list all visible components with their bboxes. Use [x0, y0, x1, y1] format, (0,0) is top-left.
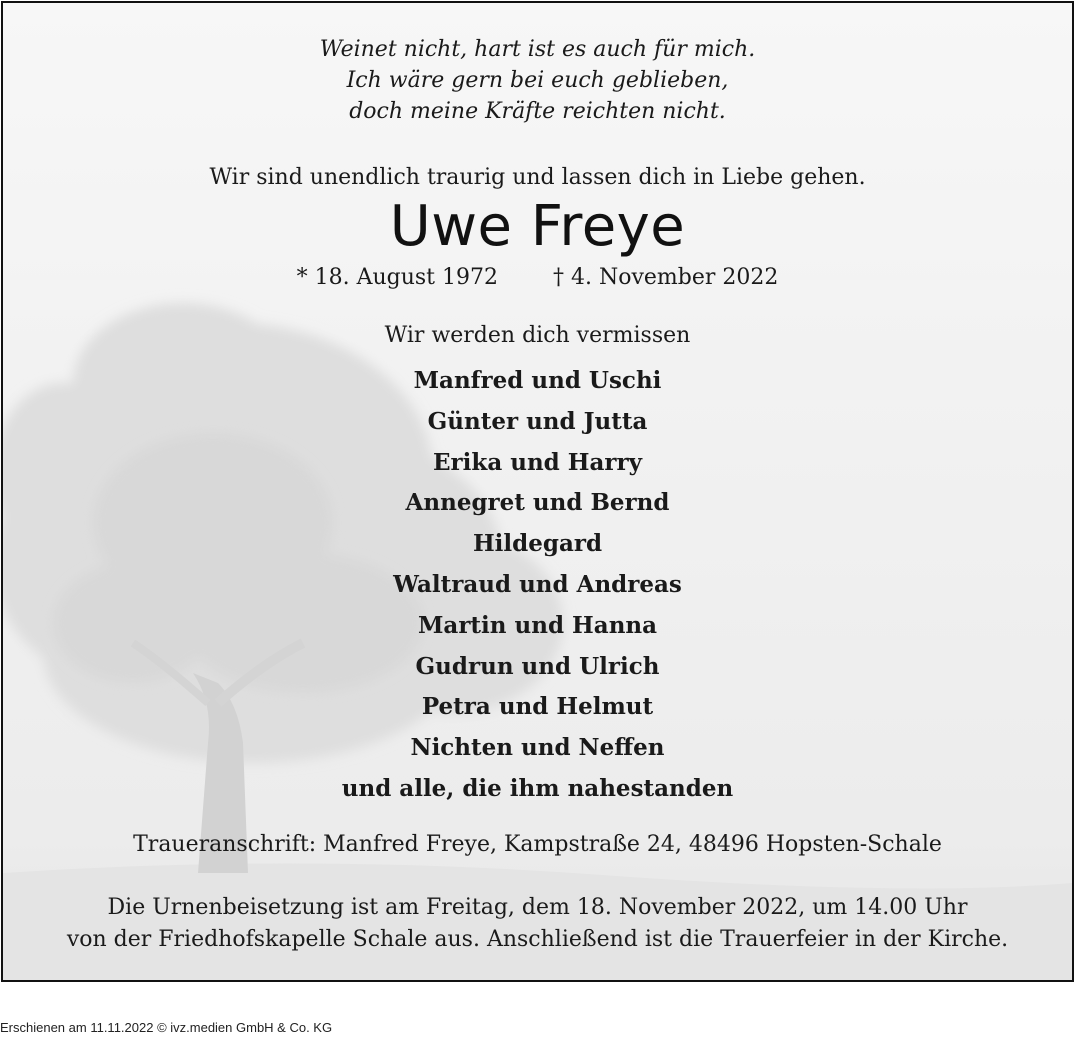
mourner-entry: und alle, die ihm nahestanden [341, 774, 734, 802]
mourner-entry: Günter und Jutta [427, 407, 648, 435]
burial-line: von der Friedhofskapelle Schale aus. Anschließend ist die Trauerfeier in der Kirche. [66, 927, 1009, 952]
obituary-notice [1, 1, 1074, 982]
mourner-entry: Manfred und Uschi [413, 367, 662, 394]
death-date: † 4. November 2022 [553, 265, 779, 290]
mourner-entry: Annegret und Bernd [405, 489, 670, 517]
birth-date: * 18. August 1972 [296, 265, 498, 290]
burial-info [3, 892, 1072, 956]
mourners-list [3, 361, 1072, 810]
deceased-name: Uwe Freye [389, 194, 686, 259]
mourner-entry: Hildegard [472, 530, 603, 558]
mourner-entry: Nichten und Neffen [410, 734, 665, 762]
mourning-address: Traueranschrift: Manfred Freye, Kampstraße 24, 48496 Hopsten-Schale [133, 832, 942, 857]
poem-line: Ich wäre gern bei euch geblieben, [346, 68, 729, 93]
burial-line: Die Urnenbeisetzung ist am Freitag, dem 18. November 2022, um 14.00 Uhr [107, 895, 968, 920]
poem-line: Weinet nicht, hart ist es auch für mich. [319, 37, 756, 62]
mourner-entry: Martin und Hanna [417, 611, 658, 639]
mourner-entry: Waltraud und Andreas [393, 570, 682, 598]
mourner-entry: Gudrun und Ulrich [415, 652, 660, 680]
poem [3, 34, 1072, 127]
poem-line: doch meine Kräfte reichten nicht. [349, 99, 726, 124]
mourner-entry: Erika und Harry [433, 448, 642, 476]
life-dates [3, 265, 1072, 290]
mourner-entry: Petra und Helmut [421, 693, 654, 721]
miss-line: Wir werden dich vermissen [384, 323, 691, 348]
publication-footer: Erschienen am 11.11.2022 © ivz.medien GmbH & Co. KG [0, 1020, 333, 1035]
intro-text: Wir sind unendlich traurig und lassen dich in Liebe gehen. [209, 165, 866, 190]
